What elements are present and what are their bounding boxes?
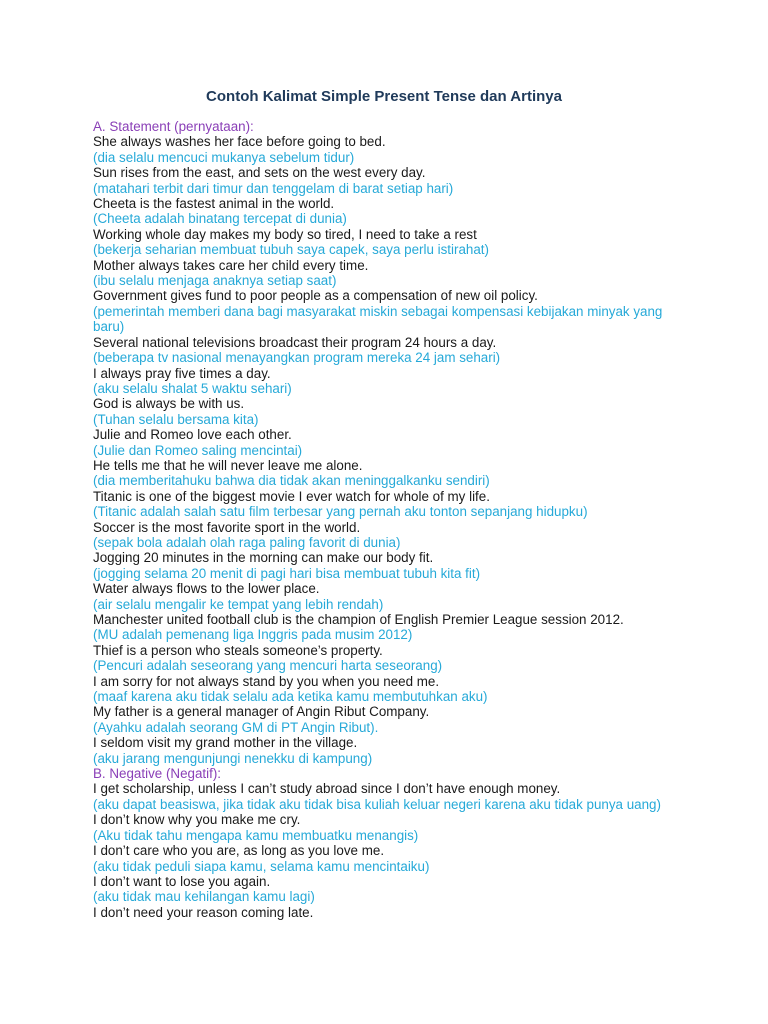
translation-sentence: (pemerintah memberi dana bagi masyarakat miskin sebagai kompensasi kebijakan minyak yang baru) xyxy=(93,303,667,335)
translation-sentence: (sepak bola adalah olah raga paling favorit di dunia) xyxy=(93,534,401,550)
english-sentence: She always washes her face before going to bed. xyxy=(93,134,386,150)
english-sentence: I always pray five times a day. xyxy=(93,365,271,381)
english-sentence: I am sorry for not always stand by you when you need me. xyxy=(93,673,440,689)
english-sentence: Mother always takes care her child every time. xyxy=(93,257,369,273)
translation-sentence: (beberapa tv nasional menayangkan program mereka 24 jam sehari) xyxy=(93,350,501,366)
document-body xyxy=(93,119,693,920)
english-sentence: I don’t care who you are, as long as you love me. xyxy=(93,843,385,859)
translation-sentence: (Titanic adalah salah satu film terbesar yang pernah aku tonton sepanjang hidupku) xyxy=(93,504,588,520)
english-sentence: Titanic is one of the biggest movie I ever watch for whole of my life. xyxy=(93,488,490,504)
english-sentence: My father is a general manager of Angin Ribut Company. xyxy=(93,704,430,720)
translation-sentence: (air selalu mengalir ke tempat yang lebih rendah) xyxy=(93,596,384,612)
english-sentence: Water always flows to the lower place. xyxy=(93,581,320,597)
english-sentence: Julie and Romeo love each other. xyxy=(93,427,292,443)
translation-sentence: (Cheeta adalah binatang tercepat di dunia) xyxy=(93,211,347,227)
english-sentence: Jogging 20 minutes in the morning can make our body fit. xyxy=(93,550,434,566)
translation-sentence: (dia memberitahuku bahwa dia tidak akan meninggalkanku sendiri) xyxy=(93,473,490,489)
english-sentence: Sun rises from the east, and sets on the west every day. xyxy=(93,165,426,181)
section-heading: B. Negative (Negatif): xyxy=(93,766,222,782)
english-sentence: I get scholarship, unless I can’t study abroad since I don’t have enough money. xyxy=(93,781,561,797)
translation-sentence: (aku tidak mau kehilangan kamu lagi) xyxy=(93,889,315,905)
translation-sentence: (Pencuri adalah seseorang yang mencuri harta seseorang) xyxy=(93,658,443,674)
english-sentence: Government gives fund to poor people as a compensation of new oil policy. xyxy=(93,288,538,304)
english-sentence: He tells me that he will never leave me alone. xyxy=(93,457,363,473)
translation-sentence: (bekerja seharian membuat tubuh saya capek, saya perlu istirahat) xyxy=(93,242,489,258)
english-sentence: I don’t need your reason coming late. xyxy=(93,904,314,920)
translation-sentence: (aku selalu shalat 5 waktu sehari) xyxy=(93,380,292,396)
translation-sentence: (aku dapat beasiswa, jika tidak aku tidak bisa kuliah keluar negeri karena aku tidak punya uang) xyxy=(93,796,661,812)
translation-sentence: (Julie dan Romeo saling mencintai) xyxy=(93,442,303,458)
translation-sentence: (jogging selama 20 menit di pagi hari bisa membuat tubuh kita fit) xyxy=(93,565,481,581)
translation-sentence: (maaf karena aku tidak selalu ada ketika kamu membutuhkan aku) xyxy=(93,689,488,705)
english-sentence: I seldom visit my grand mother in the village. xyxy=(93,735,358,751)
english-sentence: God is always be with us. xyxy=(93,396,245,412)
translation-sentence: (dia selalu mencuci mukanya sebelum tidur) xyxy=(93,149,355,165)
english-sentence: Working whole day makes my body so tired, I need to take a rest xyxy=(93,226,477,242)
translation-sentence: (Ayahku adalah seorang GM di PT Angin Ribut). xyxy=(93,719,379,735)
english-sentence: Several national televisions broadcast their program 24 hours a day. xyxy=(93,334,497,350)
english-sentence: Manchester united football club is the champion of English Premier League session 2012. xyxy=(93,612,624,627)
english-sentence: Cheeta is the fastest animal in the world. xyxy=(93,196,335,212)
english-sentence: I don’t know why you make me cry. xyxy=(93,812,301,828)
english-sentence: I don’t want to lose you again. xyxy=(93,873,271,889)
translation-sentence: (Aku tidak tahu mengapa kamu membuatku menangis) xyxy=(93,827,419,843)
translation-sentence: (matahari terbit dari timur dan tenggelam di barat setiap hari) xyxy=(93,180,454,196)
document-title: Contoh Kalimat Simple Present Tense dan Artinya xyxy=(206,88,562,105)
translation-sentence: (ibu selalu menjaga anaknya setiap saat) xyxy=(93,273,337,289)
translation-sentence: (Tuhan selalu bersama kita) xyxy=(93,411,259,427)
translation-sentence: (aku jarang mengunjungi nenekku di kampung) xyxy=(93,750,373,766)
section-heading: A. Statement (pernyataan): xyxy=(93,119,254,134)
translation-sentence: (aku tidak peduli siapa kamu, selama kamu mencintaiku) xyxy=(93,858,430,874)
english-sentence: Thief is a person who steals someone’s property. xyxy=(93,642,383,658)
english-sentence: Soccer is the most favorite sport in the world. xyxy=(93,519,361,535)
translation-sentence: (MU adalah pemenang liga Inggris pada musim 2012) xyxy=(93,627,413,643)
